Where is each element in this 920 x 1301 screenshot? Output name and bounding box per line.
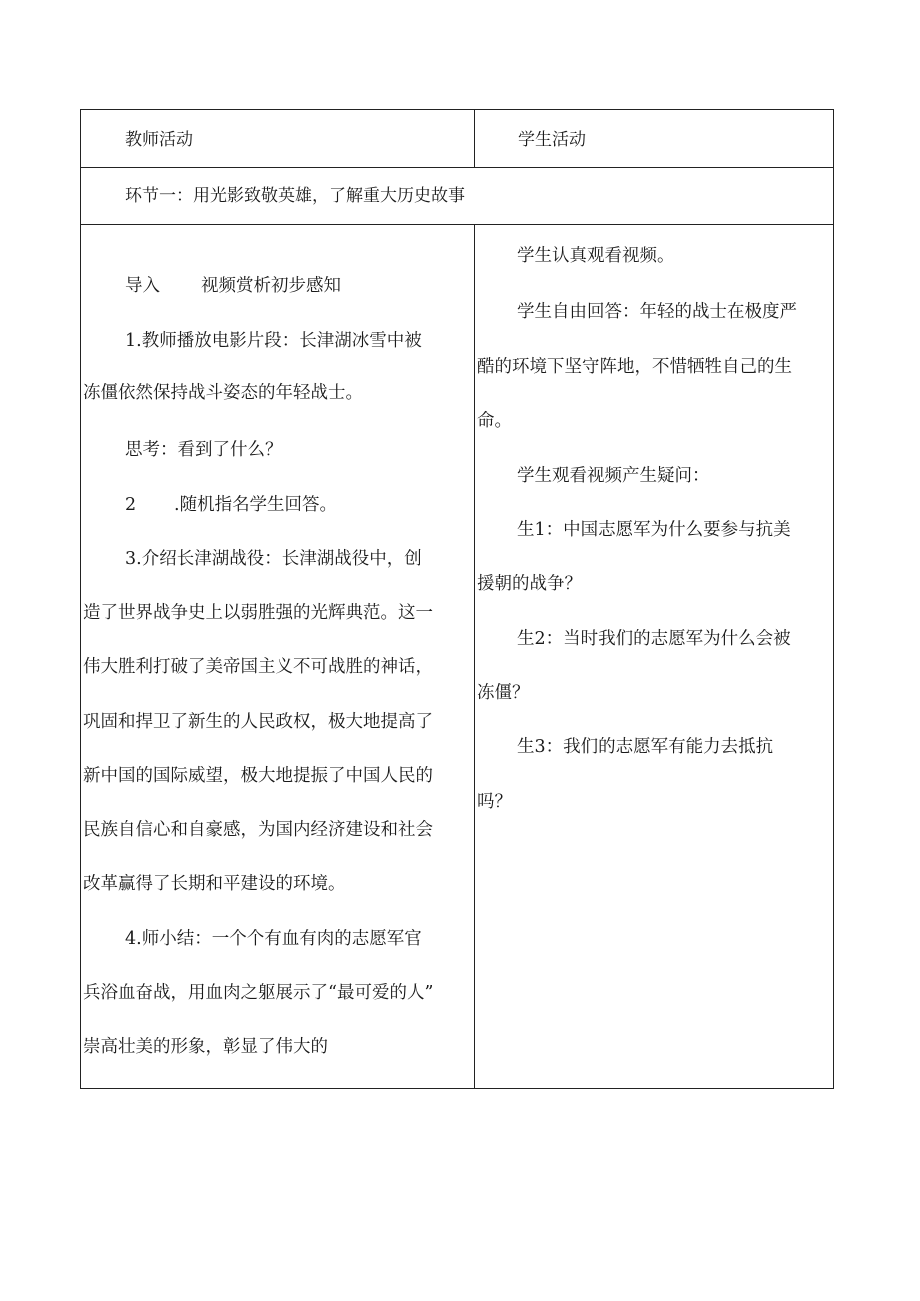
student-line-1: 学生认真观看视频。 <box>517 246 675 266</box>
paragraph-3-line-6: 民族自信心和自豪感，为国内经济建设和社会 <box>83 820 433 840</box>
question-1-line-1: 生1：中国志愿军为什么要参与抗美 <box>517 520 791 540</box>
intro-label: 导入 <box>125 276 160 296</box>
student-answer-line-2: 酷的环境下坚守阵地，不惜牺牲自己的生 <box>477 357 792 377</box>
paragraph-1-line-2: 冻僵依然保持战斗姿态的年轻战士。 <box>83 383 363 403</box>
lesson-plan-table <box>80 109 834 1089</box>
paragraph-4-line-1: 4.师小结：一个个有血有肉的志愿军官 <box>125 929 422 949</box>
column-divider <box>474 110 475 168</box>
paragraph-4-line-3: 崇高壮美的形象，彰显了伟大的 <box>83 1037 328 1057</box>
question-3-line-2: 吗？ <box>477 792 512 812</box>
paragraph-3-line-3: 伟大胜利打破了美帝国主义不可战胜的神话， <box>83 657 433 677</box>
paragraph-2-text: .随机指名学生回答。 <box>174 495 338 515</box>
teacher-activity-cell <box>81 225 474 1088</box>
question-2-line-1: 生2：当时我们的志愿军为什么会被 <box>517 629 791 649</box>
student-activity-cell <box>475 225 833 1088</box>
intro-title: 视频赏析初步感知 <box>201 276 341 296</box>
paragraph-3-line-5: 新中国的国际威望，极大地提振了中国人民的 <box>83 766 433 786</box>
teacher-activity-header: 教师活动 <box>125 130 193 150</box>
paragraph-1-line-1: 1.教师播放电影片段：长津湖冰雪中被 <box>125 331 422 351</box>
paragraph-3-line-7: 改革赢得了长期和平建设的环境。 <box>83 874 346 894</box>
content-row <box>81 225 833 1088</box>
student-question-intro: 学生观看视频产生疑问： <box>517 466 710 486</box>
paragraph-2-number: 2 <box>125 495 137 515</box>
section-title: 环节一：用光影致敬英雄，了解重大历史故事 <box>125 186 465 206</box>
paragraph-3-line-2: 造了世界战争史上以弱胜强的光辉典范。这一 <box>83 603 433 623</box>
section-row <box>81 168 833 225</box>
student-answer-line-1: 学生自由回答：年轻的战士在极度严 <box>517 302 797 322</box>
student-activity-header: 学生活动 <box>518 130 586 150</box>
question-2-line-2: 冻僵？ <box>477 683 530 703</box>
question-1-line-2: 援朝的战争？ <box>477 574 582 594</box>
paragraph-3-line-1: 3.介绍长津湖战役：长津湖战役中，创 <box>125 549 422 569</box>
question-3-line-1: 生3：我们的志愿军有能力去抵抗 <box>517 737 774 757</box>
student-answer-line-3: 命。 <box>477 411 512 431</box>
table-header-row <box>81 110 833 168</box>
paragraph-4-line-2: 兵浴血奋战，用血肉之躯展示了“最可爱的人” <box>83 983 434 1003</box>
think-question: 思考：看到了什么？ <box>125 440 283 460</box>
paragraph-3-line-4: 巩固和捍卫了新生的人民政权，极大地提高了 <box>83 712 433 732</box>
